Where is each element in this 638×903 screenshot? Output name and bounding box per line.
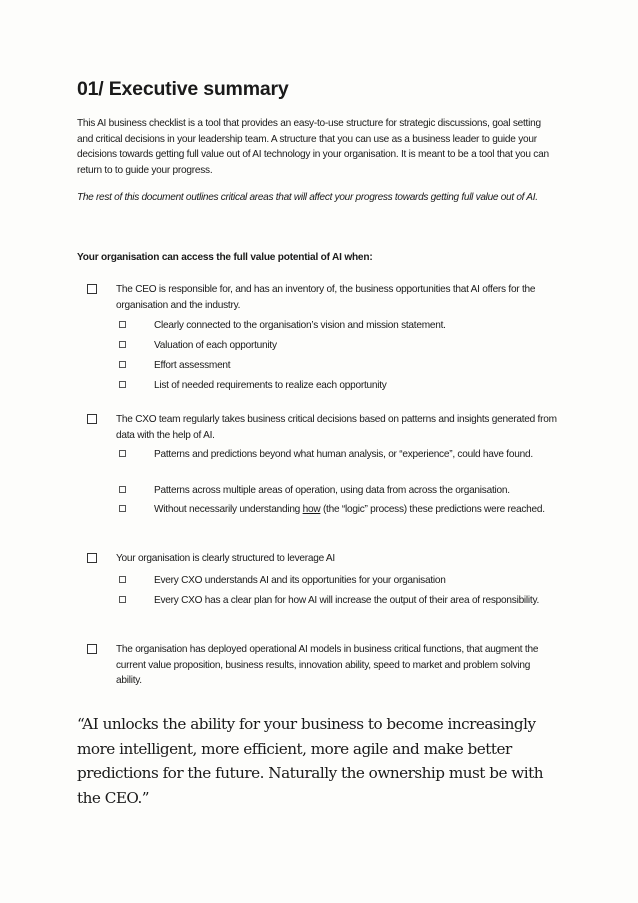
sub-item-text-post: (the “logic” process) these predictions were reached. [320, 504, 545, 515]
small-checkbox-icon[interactable] [119, 381, 126, 388]
page-title: 01/ Executive summary [77, 78, 289, 100]
checklist-item-text: The CEO is responsible for, and has an inventory of, the business opportunities that AI offers for the organisation and the industry. [116, 284, 536, 311]
checkbox-icon[interactable] [87, 414, 97, 424]
checklist-item-text: The CXO team regularly takes business critical decisions based on patterns and insights generated from data with the help of AI. [116, 414, 557, 441]
small-checkbox-icon[interactable] [119, 596, 126, 603]
sub-item-text: Clearly connected to the organisation’s vision and mission statement. [154, 320, 446, 331]
checkbox-icon[interactable] [87, 284, 97, 294]
sub-item-text [154, 502, 549, 518]
sub-item-text: Patterns and predictions beyond what human analysis, or “experience”, could have found. [154, 449, 533, 460]
checkbox-icon[interactable] [87, 644, 97, 654]
checklist-item-text: Your organisation is clearly structured to leverage AI [116, 553, 335, 564]
small-checkbox-icon[interactable] [119, 576, 126, 583]
small-checkbox-icon[interactable] [119, 361, 126, 368]
small-checkbox-icon[interactable] [119, 486, 126, 493]
sub-item-text: Every CXO understands AI and its opportunities for your organisation [154, 575, 446, 586]
underlined-word: how [302, 504, 321, 515]
sub-item-text: Valuation of each opportunity [154, 340, 277, 351]
sub-item-text: Patterns across multiple areas of operation, using data from across the organisation. [154, 485, 510, 496]
sub-item-text-pre: Without necessarily understanding [154, 504, 303, 515]
small-checkbox-icon[interactable] [119, 341, 126, 348]
small-checkbox-icon[interactable] [119, 450, 126, 457]
checklist-item-text: The organisation has deployed operational AI models in business critical functions, that augment the current value proposition, business results, innovation ability, speed to market and problem solving ability. [116, 644, 539, 687]
small-checkbox-icon[interactable] [119, 505, 126, 512]
access-heading: Your organisation can access the full value potential of AI when: [77, 252, 373, 263]
pull-quote: “AI unlocks the ability for your business to become increasingly more intelligent, more efficient, more agile and make better predictions for the future. Naturally the ownership must be with the CEO.” [77, 715, 544, 807]
intro-italic-paragraph: The rest of this document outlines critical areas that will affect your progress towards getting full value out of AI. [77, 192, 538, 203]
sub-item-text: Effort assessment [154, 360, 231, 371]
checkbox-icon[interactable] [87, 553, 97, 563]
sub-item-text: Every CXO has a clear plan for how AI will increase the output of their area of responsibility. [154, 595, 540, 606]
intro-paragraph: This AI business checklist is a tool that provides an easy-to-use structure for strategic discussions, goal setting and critical decisions in your leadership team. A structure that you can use as a business leader to guide your decisions towards getting full value out of AI technology in your organisation. It is meant to be a tool that you can return to to guide your progress. [77, 118, 549, 176]
sub-item-text: List of needed requirements to realize each opportunity [154, 380, 387, 391]
small-checkbox-icon[interactable] [119, 321, 126, 328]
